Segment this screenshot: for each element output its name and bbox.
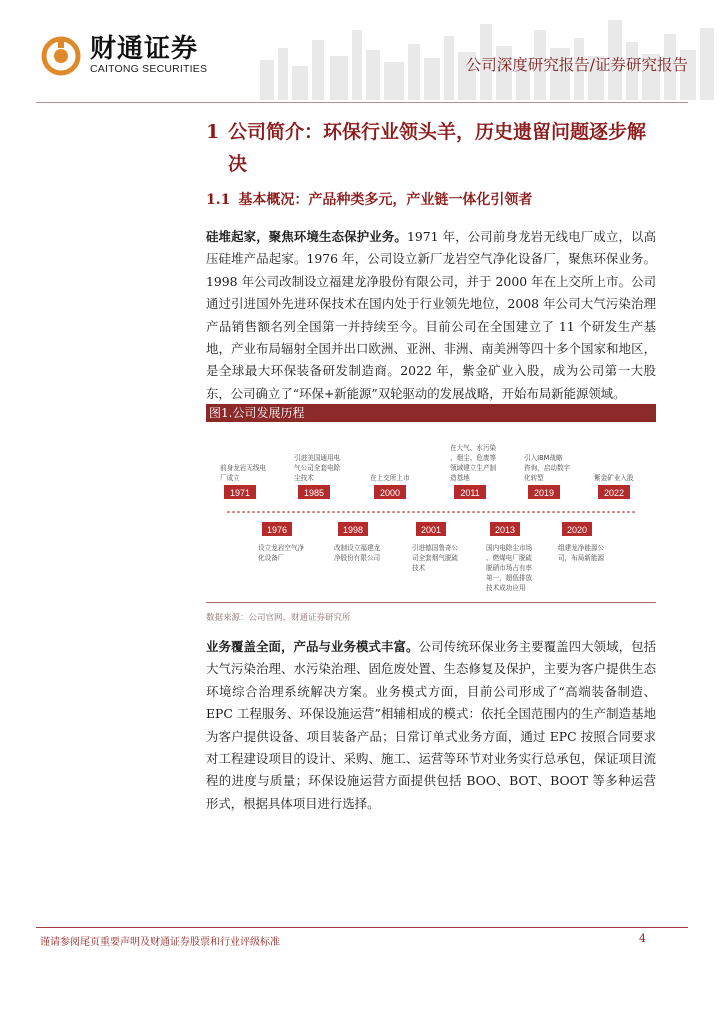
event-description: 、燃煤电厂脱硫 bbox=[486, 554, 533, 562]
header-divider bbox=[36, 102, 688, 103]
event-year: 1998 bbox=[342, 525, 364, 535]
timeline-event bbox=[594, 473, 634, 499]
timeline-event bbox=[524, 453, 571, 499]
event-description: 引进美国通用电 bbox=[294, 454, 341, 462]
event-description: 造基地 bbox=[450, 474, 470, 482]
event-description: 尘技术 bbox=[294, 474, 314, 482]
caitong-logo-icon bbox=[41, 36, 81, 76]
event-year: 2020 bbox=[566, 525, 588, 535]
paragraph-body: 公司传统环保业务主要覆盖四大领域，包括大气污染治理、水污染治理、固危废处置、生态修复及保护，主要为客户提供生态环境综合治理系统解决方案。业务模式方面，目前公司形成了“高端装备制造、EPC 工程服务、环保设施运营”相辅相成的模式：依托全国范围内的生产制造基地为客户提供设备、项目装备产品；日常订单式业务方面，通过 EPC 按照合同要求对工程建设项目的设计、采购、施工、运营等环节对业务实行总承包，保证项目流程的进度与质量；环保设施运营方面提供包括 BOO、BOT、BOOT 等多种运营形式，根据具体项目进行选择。 bbox=[206, 639, 657, 811]
brand-name-cn: 财通证券 bbox=[90, 34, 199, 64]
event-description: 净股份有限公司 bbox=[334, 554, 381, 562]
development-timeline bbox=[206, 422, 656, 602]
footer-divider bbox=[36, 927, 688, 928]
subsection-heading bbox=[206, 189, 532, 209]
event-description: 技术成功应用 bbox=[486, 584, 526, 592]
event-description: 、烟尘、危废等 bbox=[450, 454, 497, 462]
figure-divider bbox=[206, 602, 656, 603]
event-year: 2019 bbox=[533, 488, 555, 498]
event-description: 化转型 bbox=[524, 474, 544, 482]
brand-name-en: CAITONG SECURITIES bbox=[90, 63, 208, 75]
timeline-event bbox=[450, 443, 497, 499]
page-header bbox=[0, 0, 724, 104]
timeline-event bbox=[294, 453, 341, 499]
timeline-event bbox=[370, 473, 410, 499]
page-number: 4 bbox=[639, 932, 646, 945]
event-description: 咨询，启动数字 bbox=[524, 464, 571, 472]
event-description: 厂成立 bbox=[220, 474, 240, 482]
event-year: 2000 bbox=[379, 488, 401, 498]
timeline-event bbox=[558, 522, 605, 563]
event-description: 气公司全套电除 bbox=[294, 464, 341, 472]
report-type: 公司深度研究报告/证券研究报告 bbox=[465, 56, 688, 74]
timeline-event bbox=[412, 522, 459, 572]
event-year: 1985 bbox=[303, 488, 325, 498]
event-description: 化设备厂 bbox=[258, 554, 285, 562]
event-description: 第一，超低排放 bbox=[486, 574, 533, 582]
section-number: 1 bbox=[206, 121, 220, 143]
event-description: 司全套烟气脱硫 bbox=[412, 554, 459, 562]
event-description: 引进德国鲁奇公 bbox=[412, 544, 459, 552]
subsection-title: 基本概况：产品种类多元，产业链一体化引领者 bbox=[238, 192, 533, 208]
paragraph-lead: 硅堆起家，聚焦环境生态保护业务。 bbox=[206, 229, 407, 244]
event-year: 2013 bbox=[494, 525, 516, 535]
event-year: 2022 bbox=[603, 488, 625, 498]
event-description: 设立龙岩空气净 bbox=[258, 544, 305, 552]
subsection-number: 1.1 bbox=[206, 192, 231, 208]
timeline-event bbox=[334, 522, 381, 562]
event-year: 1976 bbox=[266, 525, 288, 535]
figure-source: 数据来源：公司官网、财通证券研究所 bbox=[206, 613, 351, 623]
event-description: 引入IBM战略 bbox=[524, 454, 563, 462]
figure-title: 图1.公司发展历程 bbox=[209, 406, 305, 420]
event-year: 1971 bbox=[229, 488, 251, 498]
event-year: 2001 bbox=[420, 525, 442, 535]
timeline-event bbox=[220, 463, 267, 499]
event-description: 领域建立生产制 bbox=[450, 464, 497, 472]
timeline-event bbox=[258, 522, 305, 562]
event-description: 技术 bbox=[412, 564, 426, 572]
event-description: 在上交所上市 bbox=[370, 474, 410, 482]
paragraph-company-overview bbox=[206, 226, 656, 405]
event-description: 在大气、水污染 bbox=[450, 444, 497, 452]
timeline-event bbox=[486, 522, 533, 592]
event-year: 2011 bbox=[460, 488, 480, 498]
footer-disclaimer-link[interactable]: 谨请参阅尾页重要声明及财通证券股票和行业评级标准 bbox=[40, 937, 280, 948]
section-title-line1: 公司简介：环保行业领头羊，历史遗留问题逐步解 bbox=[228, 121, 647, 143]
event-description: 前身龙岩无线电 bbox=[220, 464, 267, 472]
paragraph-business-scope bbox=[206, 636, 656, 815]
event-description: 脱硝市场占有率 bbox=[486, 564, 533, 572]
section-heading bbox=[206, 116, 666, 180]
paragraph-body: 1971 年，公司前身龙岩无线电厂成立，以高压硅堆产品起家。1976 年，公司设立新厂龙岩空气净化设备厂，聚焦环保业务。1998 年公司改制设立福建龙净股份有限公司，并于 2000 年在上交所上市。公司通过引进国外先进环保技术在国内处于行业领先地位，2008 年公司大气污染治理产品销售额名列全国第一并持续至今。目前公司在全国建立了 11 个研发生产基地，产业布局辐射全国并出口欧洲、亚洲、非洲、南美洲等四十多个国家和地区，是全球最大环保装备研发制造商。2022 年，紫金矿业入股，成为公司第一大股东，公司确立了“环保+新能源”双轮驱动的发展战略，开始布局新能源领域。 bbox=[206, 229, 656, 401]
event-description: 国内电除尘市场 bbox=[486, 544, 533, 552]
paragraph-lead: 业务覆盖全面，产品与业务模式丰富。 bbox=[206, 639, 419, 654]
event-description: 司，布局新能源 bbox=[558, 554, 605, 562]
event-description: 紫金矿业入股 bbox=[594, 474, 634, 482]
event-description: 组建龙净能源公 bbox=[558, 544, 605, 552]
event-description: 改制设立福建龙 bbox=[334, 544, 381, 552]
section-title-line2: 决 bbox=[228, 153, 248, 175]
